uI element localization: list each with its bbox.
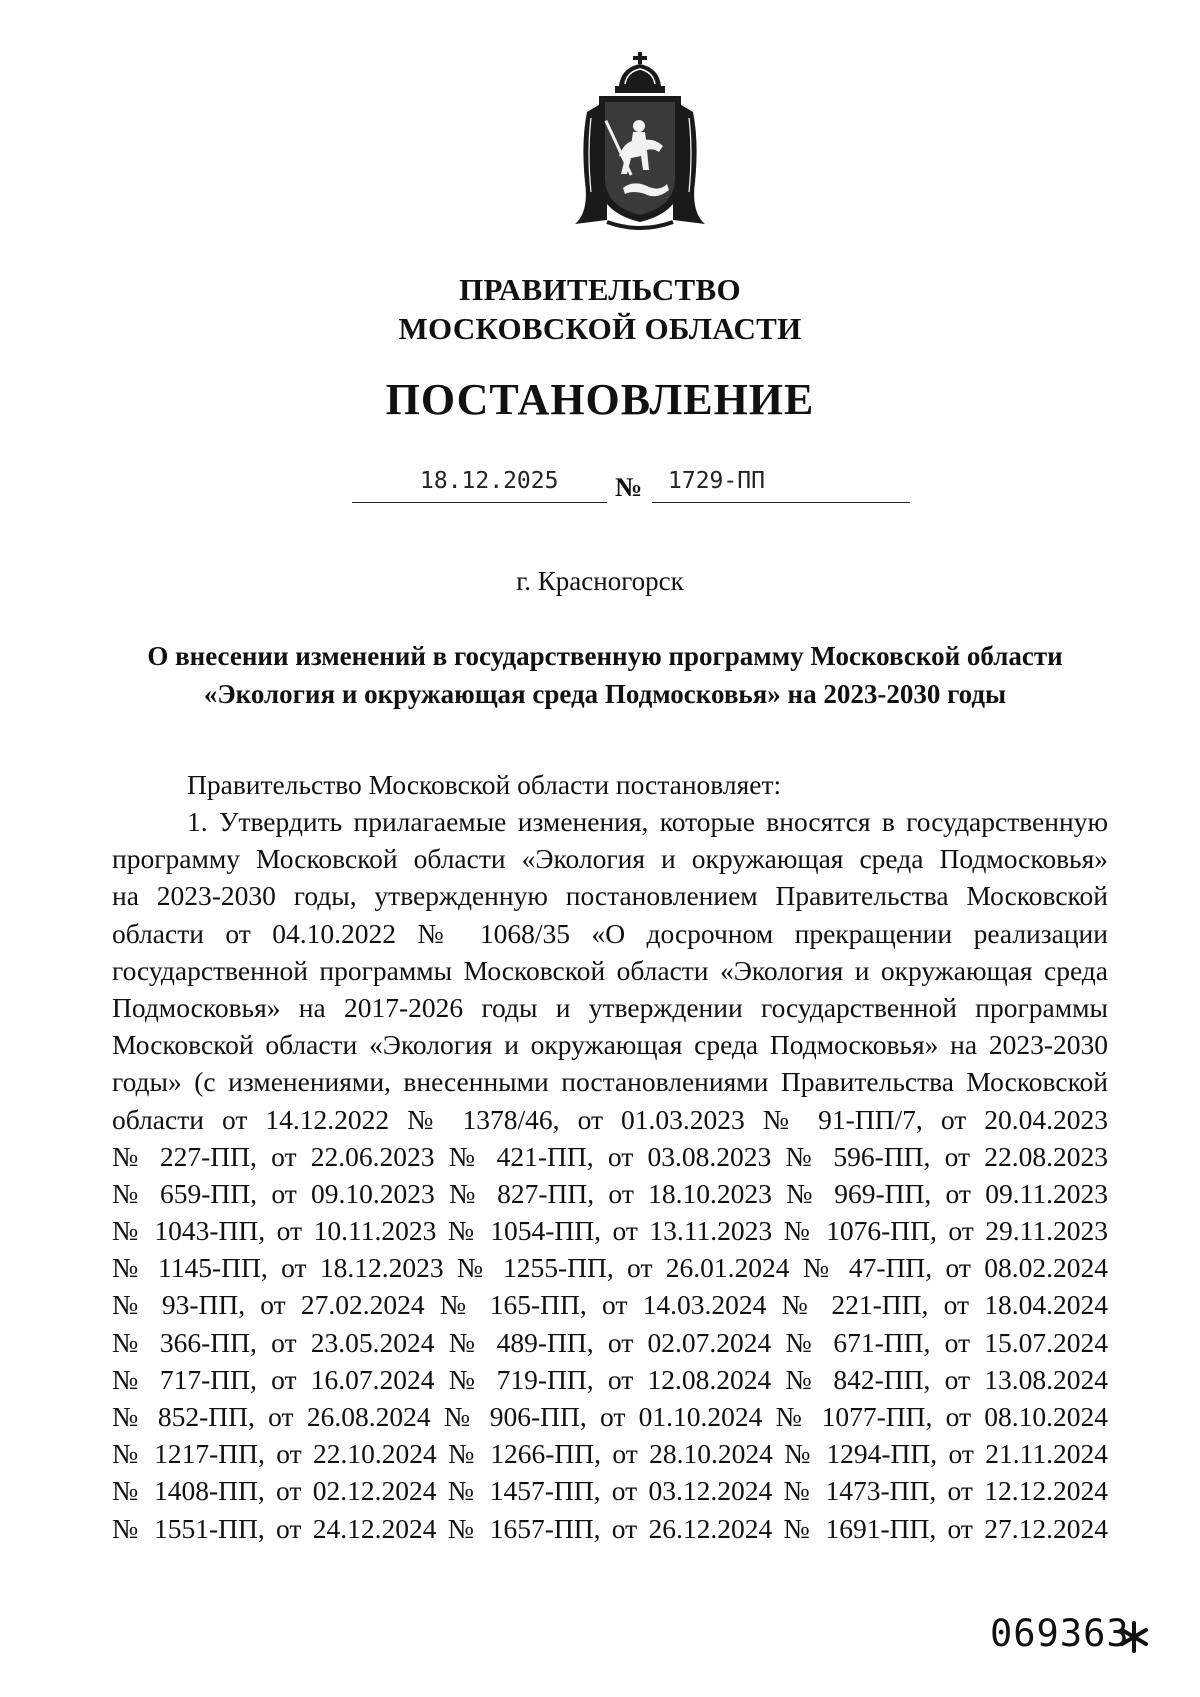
- body-line: № 366-ПП, от 23.05.2024 № 489-ПП, от 02.07.2024 № 671-ПП, от 15.07.2024: [112, 1326, 1108, 1358]
- document-number: 1729-ПП: [668, 468, 765, 494]
- document-subject: [110, 637, 1100, 713]
- body-line: государственной программы Московской области «Экология и окружающая среда: [112, 954, 1108, 986]
- body-line: 1. Утвердить прилагаемые изменения, которые вносятся в государственную: [187, 806, 1108, 837]
- subject-line: «Экология и окружающая среда Подмосковья» на 2023-2030 годы: [203, 679, 1007, 709]
- body-line: Подмосковья» на 2017-2026 годы и утверждении государственной программы: [112, 991, 1108, 1023]
- body-line: № 1408-ПП, от 02.12.2024 № 1457-ПП, от 03.12.2024 № 1473-ПП, от 12.12.2024: [112, 1475, 1108, 1507]
- asterisk-icon: [1117, 1620, 1151, 1654]
- date-field: [352, 462, 607, 503]
- document-type-title: ПОСТАНОВЛЕНИЕ: [385, 375, 815, 424]
- number-sign: №: [615, 472, 643, 502]
- body-line: годы» (с изменениями, внесенными постановлениями Правительства Московской: [112, 1066, 1108, 1098]
- organization-name-line1: ПРАВИТЕЛЬСТВО: [459, 272, 741, 307]
- body-line: на 2023-2030 годы, утвержденную постановлением Правительства Московской: [112, 880, 1108, 912]
- coat-of-arms-icon: [567, 52, 713, 230]
- number-field: [652, 462, 910, 503]
- body-line: № 659-ПП, от 09.10.2023 № 827-ПП, от 18.10.2023 № 969-ПП, от 09.11.2023: [112, 1177, 1108, 1209]
- body-line: № 1217-ПП, от 22.10.2024 № 1266-ПП, от 28.10.2024 № 1294-ПП, от 21.11.2024: [112, 1438, 1108, 1470]
- body-line: Московской области «Экология и окружающая среда Подмосковья» на 2023-2030: [112, 1029, 1108, 1061]
- body-line: № 1145-ПП, от 18.12.2023 № 1255-ПП, от 26.01.2024 № 47-ПП, от 08.02.2024: [112, 1252, 1108, 1284]
- body-line: № 93-ПП, от 27.02.2024 № 165-ПП, от 14.03.2024 № 221-ПП, от 18.04.2024: [112, 1289, 1108, 1321]
- subject-line: О внесении изменений в государственную программу Московской области: [147, 641, 1063, 671]
- body-line: программу Московской области «Экология и окружающая среда Подмосковья»: [112, 843, 1108, 875]
- body-paragraph: [112, 803, 1108, 1547]
- body-line: № 227-ПП, от 22.06.2023 № 421-ПП, от 03.08.2023 № 596-ПП, от 22.08.2023: [112, 1140, 1108, 1172]
- organization-name-line2: МОСКОВСКОЙ ОБЛАСТИ: [398, 311, 802, 346]
- intro-paragraph: Правительство Московской области постановляет:: [187, 769, 782, 800]
- document-date: 18.12.2025: [420, 468, 559, 494]
- body-line: № 1043-ПП, от 10.11.2023 № 1054-ПП, от 13.11.2023 № 1076-ПП, от 29.11.2023: [112, 1215, 1108, 1247]
- body-line: области от 14.12.2022 № 1378/46, от 01.03.2023 № 91-ПП/7, от 20.04.2023: [112, 1103, 1108, 1135]
- body-line: № 1551-ПП, от 24.12.2024 № 1657-ПП, от 26.12.2024 № 1691-ПП, от 27.12.2024: [112, 1512, 1108, 1544]
- city-line: г. Красногорск: [516, 566, 684, 596]
- body-line: области от 04.10.2022 № 1068/35 «О досрочном прекращении реализации: [112, 917, 1108, 949]
- body-line: № 717-ПП, от 16.07.2024 № 719-ПП, от 12.08.2024 № 842-ПП, от 13.08.2024: [112, 1363, 1108, 1395]
- body-line: № 852-ПП, от 26.08.2024 № 906-ПП, от 01.10.2024 № 1077-ПП, от 08.10.2024: [112, 1401, 1108, 1432]
- serial-number: 069363: [990, 1612, 1130, 1655]
